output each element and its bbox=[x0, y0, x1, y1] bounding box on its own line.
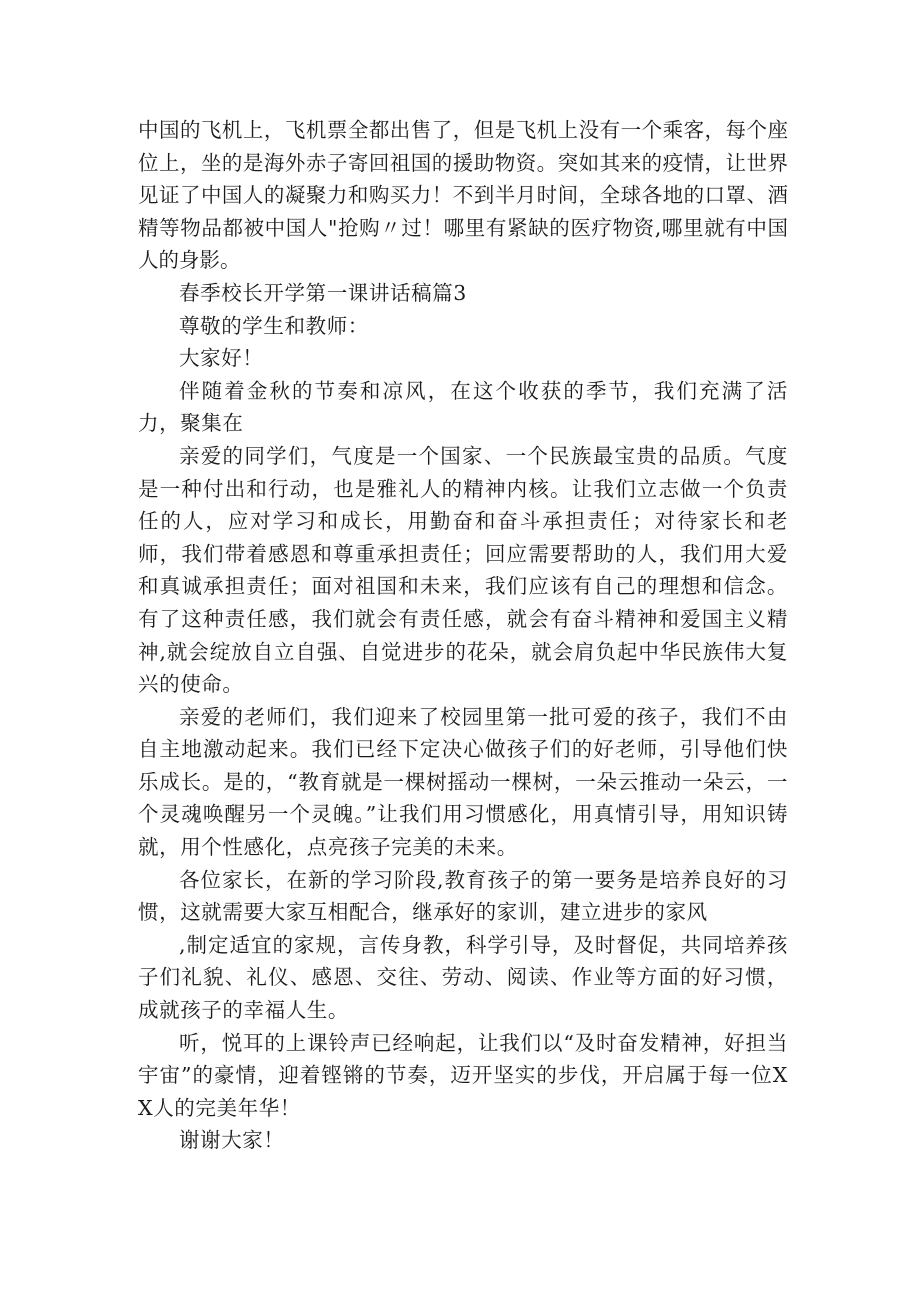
paragraph-teachers: 亲爱的老师们，我们迎来了校园里第一批可爱的孩子，我们不由自主地激动起来。我们已经下定决心做孩子们的好老师，引导他们快乐成长。是的，“教育就是一棵树摇动一棵树，一朵云推动一朵云，一个灵魂唤醒另一个灵魄。”让我们用习惯感化，用真情引导，用知识铸就，用个性感化，点亮孩子完美的未来。 bbox=[138, 704, 788, 860]
salutation: 尊敬的学生和教师： bbox=[179, 313, 369, 338]
paragraph-parents-continued: ,制定适宜的家规，言传身教，科学引导，及时督促，共同培养孩子们礼貌、礼仪、感恩、交往、劳动、阅读、作业等方面的好习惯，成就孩子的幸福人生。 bbox=[138, 932, 788, 1023]
thanks: 谢谢大家！ bbox=[179, 1128, 285, 1153]
paragraph-continuation: 中国的飞机上，飞机票全都出售了，但是飞机上没有一个乘客，每个座位上，坐的是海外赤子寄回祖国的援助物资。突如其来的疫情，让世界见证了中国人的凝聚力和购买力！不到半月时间，全球各地的口罩、酒精等物品都被中国人"抢购〃过！哪里有紧缺的医疗物资,哪里就有中国人的身影。 bbox=[138, 118, 788, 273]
paragraph-closing: 听，悦耳的上课铃声已经响起，让我们以“及时奋发精神，好担当宇宙”的豪情，迎着铿锵的节奏，迈开坚实的步伐，开启属于每一位XX人的完美年华！ bbox=[138, 1030, 788, 1120]
section-title: 春季校长开学第一课讲话稿篇3 bbox=[179, 280, 467, 305]
greeting: 大家好！ bbox=[179, 346, 264, 371]
paragraph-opening: 伴随着金秋的节奏和凉风，在这个收获的季节，我们充满了活力，聚集在 bbox=[138, 378, 788, 436]
speech-text bbox=[138, 114, 788, 1157]
paragraph-parents: 各位家长，在新的学习阶段,教育孩子的第一要务是培养良好的习惯，这就需要大家互相配合，继承好的家训，建立进步的家风 bbox=[138, 867, 788, 925]
paragraph-students: 亲爱的同学们，气度是一个国家、一个民族最宝贵的品质。气度是一种付出和行动，也是雅礼人的精神内核。让我们立志做一个负责任的人，应对学习和成长，用勤奋和奋斗承担责任；对待家长和老师，我们带着感恩和尊重承担责任；回应需要帮助的人，我们用大爱和真诚承担责任；面对祖国和未来，我们应该有自己的理想和信念。有了这种责任感，我们就会有责任感，就会有奋斗精神和爱国主义精神,就会绽放自立自强、自觉进步的花朵，就会肩负起中华民族伟大复兴的使命。 bbox=[138, 443, 788, 697]
